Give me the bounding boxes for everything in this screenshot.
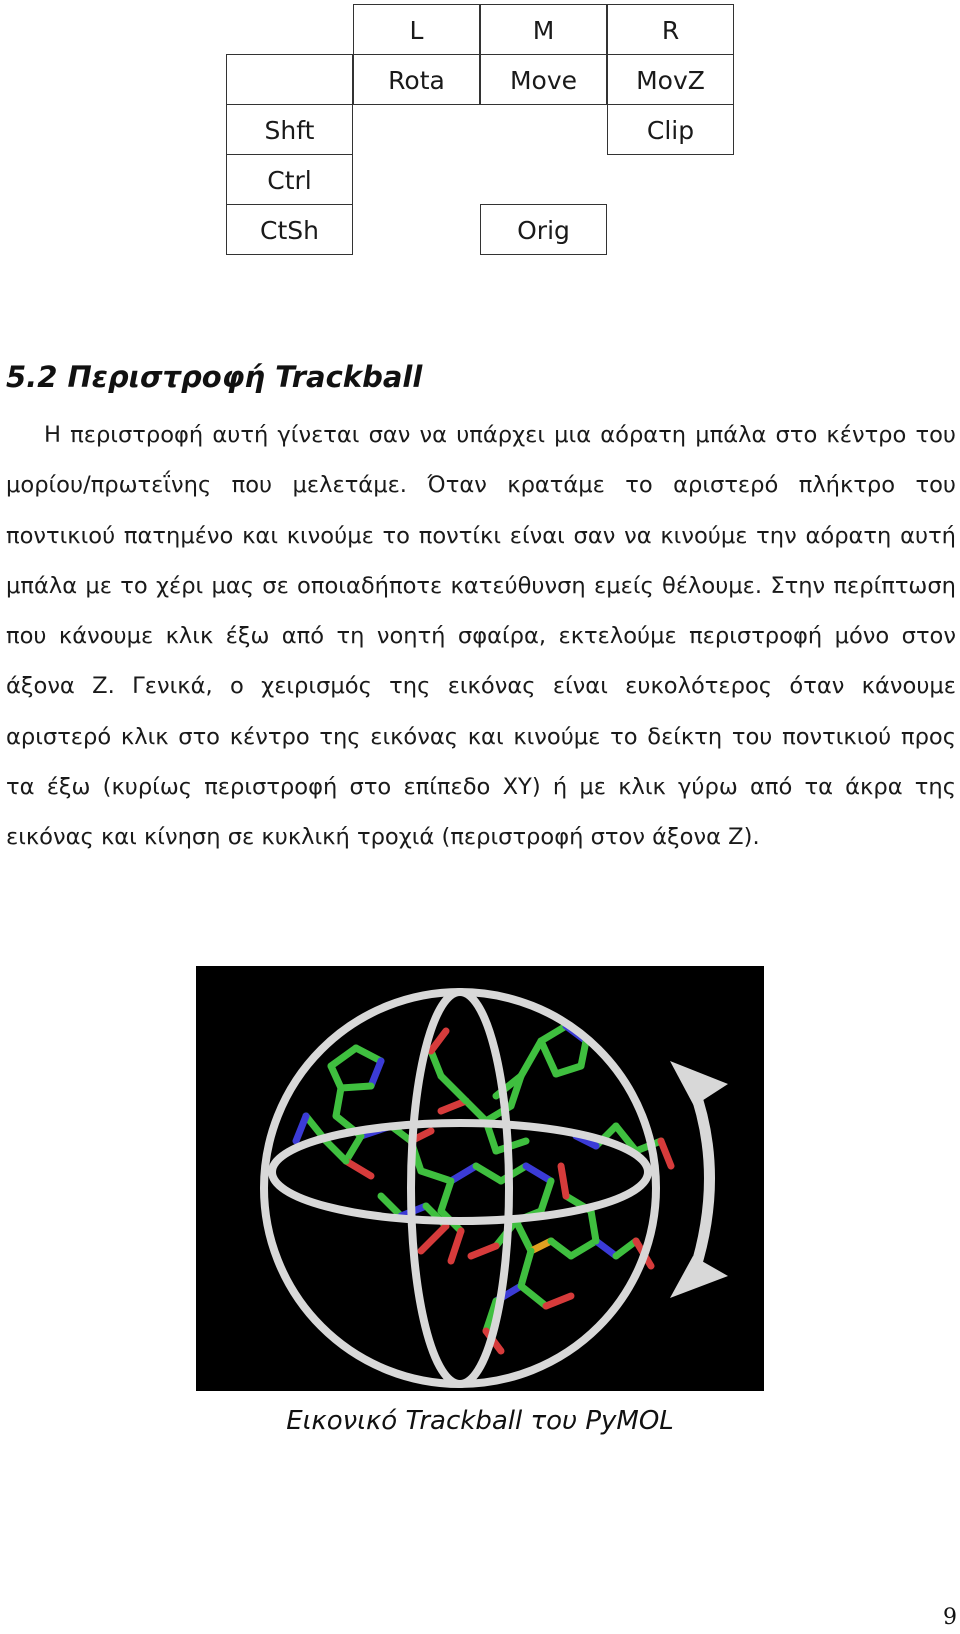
molecule-bond	[551, 1241, 571, 1256]
molecule-bond	[521, 1251, 531, 1286]
molecule-bond	[331, 1066, 341, 1088]
molecule-bond	[516, 1221, 531, 1251]
molecule-bond	[541, 1181, 551, 1211]
molecule-bond	[661, 1141, 671, 1166]
column-header-r: R	[607, 4, 734, 55]
table-cell	[353, 104, 480, 155]
outer-sphere-ring	[264, 992, 656, 1384]
row-label	[226, 54, 353, 105]
molecule-bond	[591, 1211, 596, 1241]
molecule-bond	[421, 1171, 451, 1181]
molecule-bond	[476, 1166, 501, 1181]
molecule-bond	[561, 1166, 566, 1196]
table-cell: Clip	[607, 104, 734, 155]
molecule-bond	[521, 1041, 541, 1076]
table-cell	[607, 204, 734, 255]
molecule-bond	[331, 1048, 356, 1066]
molecule-bond	[346, 1161, 371, 1176]
molecule-bond	[596, 1241, 616, 1256]
molecule-bond	[451, 1166, 476, 1181]
section-paragraph: Η περιστροφή αυτή γίνεται σαν να υπάρχει μια αόρατη μπάλα στο κέντρο του μορίου/πρωτεΐνης που μελετάμε. Όταν κρατάμε το αριστερό πλήκτρο του ποντικιού πατημένο και κινούμε το ποντίκι είναι σαν να κινούμε την αόρατη αυτή μπάλα με το χέρι μας σε οποιαδήποτε κατεύθυνση εμείς θέλουμε. Στην περίπτωση που κάνουμε κλικ έξω από τη νοητή σφαίρα, εκτελούμε περιστροφή μόνο στον άξονα Z. Γενικά, ο χειρισμός της εικόνας είναι ευκολότερος όταν κάνουμε αριστερό κλικ στο κέντρο της εικόνας και κινούμε το δείκτη του ποντικιού προς τα έξω (κυρίως περιστροφή στο επίπεδο XY) ή με κλικ γύρω από τα άκρα της εικόνας και κίνηση σε κυκλική τροχιά (περιστροφή στον άξονα Z).	[6, 422, 956, 851]
table-cell: Rota	[353, 54, 480, 105]
vertical-meridian-ring	[411, 992, 509, 1384]
molecule-bond	[336, 1088, 341, 1116]
row-label: CtSh	[226, 204, 353, 255]
molecule-bond	[541, 1026, 566, 1041]
molecule-bond	[356, 1048, 381, 1061]
molecule-bond	[541, 1041, 556, 1074]
figure-caption: Εικονικό Trackball του PyMOL	[286, 1406, 674, 1436]
molecule-bond	[571, 1241, 596, 1256]
molecule-bond	[441, 1101, 466, 1111]
trackball-rings	[264, 992, 656, 1384]
column-header-m: M	[480, 4, 607, 55]
molecule-bond	[466, 1101, 486, 1121]
row-label: Shft	[226, 104, 353, 155]
row-label: Ctrl	[226, 154, 353, 205]
z-rotation-arrow-icon	[670, 1061, 728, 1298]
molecule-bond	[341, 1086, 371, 1088]
molecule-bond	[371, 1061, 381, 1086]
column-header-l: L	[353, 4, 480, 55]
molecule-bond	[296, 1116, 306, 1141]
trackball-figure	[196, 966, 764, 1391]
section-heading: 5.2 Περιστροφή Trackball	[6, 360, 423, 394]
molecule-bond	[616, 1241, 636, 1256]
molecule-bond	[441, 1076, 466, 1101]
table-cell	[353, 154, 480, 205]
table-cell	[480, 154, 607, 205]
molecule-bond	[521, 1286, 546, 1306]
molecule-bond	[556, 1066, 581, 1074]
molecule-bond	[546, 1296, 571, 1306]
molecule-bond	[581, 1041, 586, 1066]
table-cell	[353, 204, 480, 255]
trackball-illustration	[196, 966, 764, 1391]
molecule-bond	[441, 1181, 451, 1211]
molecule-bond	[326, 1141, 346, 1161]
molecule-bond	[431, 1051, 441, 1076]
table-cell	[480, 104, 607, 155]
molecule-bond	[526, 1166, 551, 1181]
molecule-bond	[501, 1166, 526, 1181]
table-cell: MovZ	[607, 54, 734, 105]
molecule-bond	[471, 1246, 496, 1256]
molecule-bond	[451, 1231, 461, 1261]
page-number: 9	[943, 1605, 957, 1630]
table-cell	[607, 154, 734, 205]
molecule-bond	[421, 1226, 446, 1251]
table-cell: Move	[480, 54, 607, 105]
table-cell: Orig	[480, 204, 607, 255]
molecule-bond	[346, 1136, 361, 1161]
